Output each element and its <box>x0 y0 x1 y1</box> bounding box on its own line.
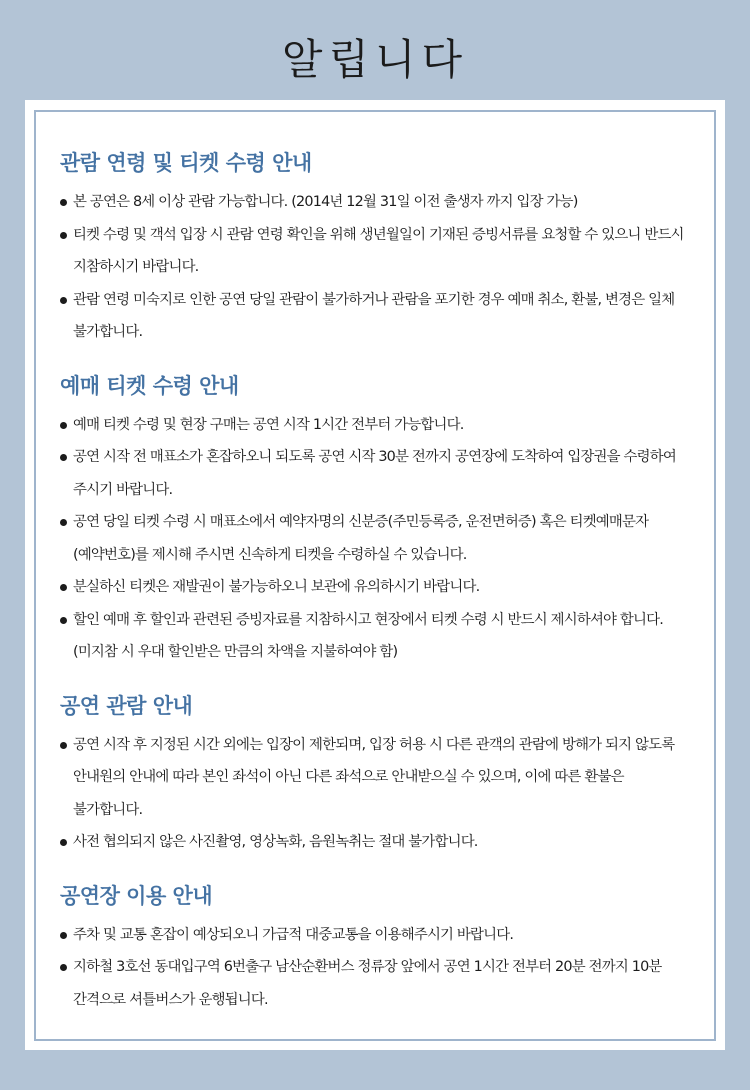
notice-list <box>60 186 696 349</box>
list-item: 관람 연령 미숙지로 인한 공연 당일 관람이 불가하거나 관람을 포기한 경우 예매 취소, 환불, 변경은 일체 불가합니다. <box>60 284 696 349</box>
section-age-ticket <box>60 146 696 349</box>
list-item: 주차 및 교통 혼잡이 예상되오니 가급적 대중교통을 이용해주시기 바랍니다. <box>60 919 696 952</box>
notice-list <box>60 409 696 669</box>
list-item: 예매 티켓 수령 및 현장 구매는 공연 시작 1시간 전부터 가능합니다. <box>60 409 696 442</box>
section-heading: 관람 연령 및 티켓 수령 안내 <box>60 151 312 175</box>
notice-list <box>60 729 696 859</box>
list-item: 공연 시작 전 매표소가 혼잡하오니 되도록 공연 시작 30분 전까지 공연장에 도착하여 입장권을 수령하여 주시기 바랍니다. <box>60 441 696 506</box>
section-venue <box>60 879 696 1017</box>
list-item: 공연 당일 티켓 수령 시 매표소에서 예약자명의 신분증(주민등록증, 운전면허증) 혹은 티켓예매문자(예약번호)를 제시해 주시면 신속하게 티켓을 수령하실 수 있습니다. <box>60 506 696 571</box>
list-item: 사전 협의되지 않은 사진촬영, 영상녹화, 음원녹취는 절대 불가합니다. <box>60 826 696 859</box>
list-item: 공연 시작 후 지정된 시간 외에는 입장이 제한되며, 입장 허용 시 다른 관객의 관람에 방해가 되지 않도록 안내원의 안내에 따라 본인 좌석이 아닌 다른 좌석으로 안내받으실 수 있으며, 이에 따른 환불은 불가합니다. <box>60 729 696 827</box>
section-ticket-pickup <box>60 369 696 669</box>
section-heading: 공연 관람 안내 <box>60 693 193 718</box>
section-heading: 예매 티켓 수령 안내 <box>60 373 239 398</box>
notice-list <box>60 919 696 1017</box>
list-item: 티켓 수령 및 객석 입장 시 관람 연령 확인을 위해 생년월일이 기재된 증빙서류를 요청할 수 있으니 반드시 지참하시기 바랍니다. <box>60 219 696 284</box>
section-heading: 공연장 이용 안내 <box>60 883 213 908</box>
list-item: 지하철 3호선 동대입구역 6번출구 남산순환버스 정류장 앞에서 공연 1시간 전부터 20분 전까지 10분 간격으로 셔틀버스가 운행됩니다. <box>60 951 696 1016</box>
notice-panel <box>25 100 725 1050</box>
list-item: 할인 예매 후 할인과 관련된 증빙자료를 지참하시고 현장에서 티켓 수령 시 반드시 제시하셔야 합니다. (미지참 시 우대 할인받은 만큼의 차액을 지불하여야 함) <box>60 604 696 669</box>
list-item: 본 공연은 8세 이상 관람 가능합니다. (2014년 12월 31일 이전 출생자 까지 입장 가능) <box>60 186 696 219</box>
section-viewing <box>60 689 696 859</box>
notice-border <box>34 110 716 1041</box>
page-title: 알립니다 <box>281 35 469 84</box>
list-item: 분실하신 티켓은 재발권이 불가능하오니 보관에 유의하시기 바랍니다. <box>60 571 696 604</box>
